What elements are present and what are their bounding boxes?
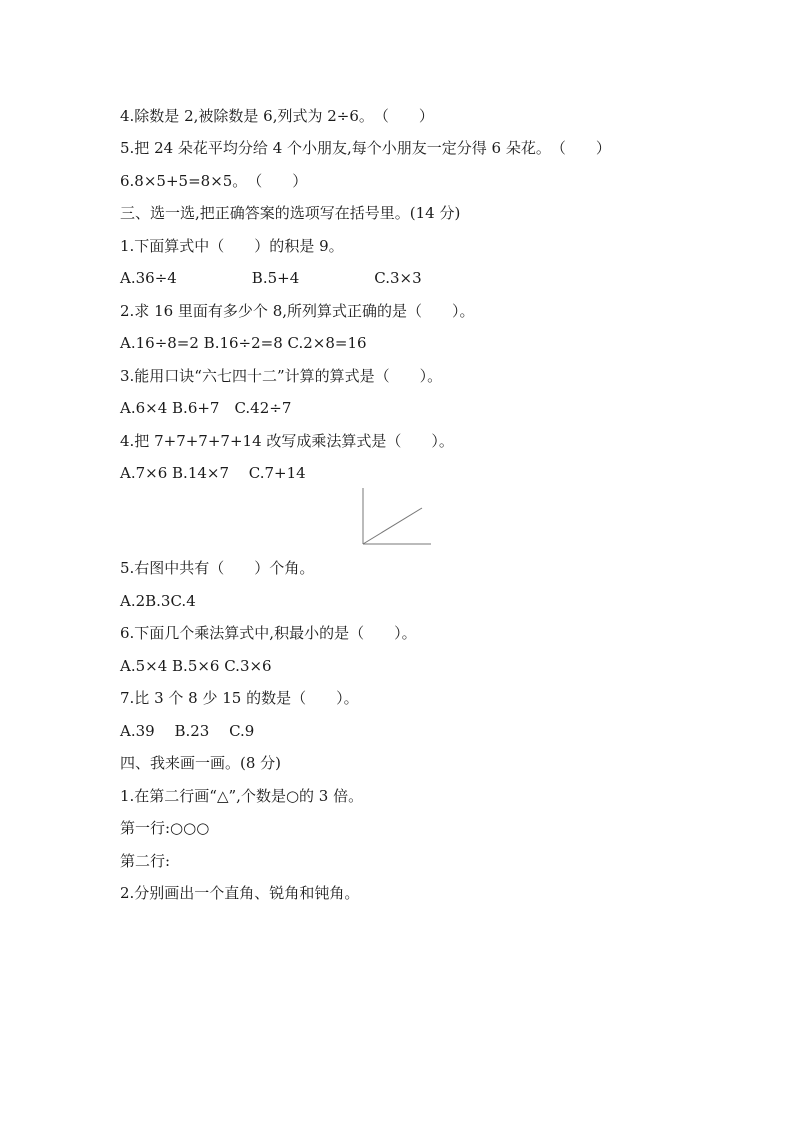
choice-question-5: 5.右图中共有（ ）个角。: [120, 559, 315, 577]
choice-options-7: A.39 B.23 C.9: [120, 722, 255, 740]
draw-question-1: 1.在第二行画“△”,个数是○的 3 倍。: [120, 787, 364, 805]
choice-options-3: A.6×4 B.6+7 C.42÷7: [120, 399, 292, 417]
section-4-heading: 四、我来画一画。(8 分): [120, 754, 282, 772]
choice-options-4: A.7×6 B.14×7 C.7+14: [120, 464, 306, 482]
choice-question-6: 6.下面几个乘法算式中,积最小的是（ ）。: [120, 624, 417, 642]
judge-question-6: 6.8×5+5=8×5。 （ ）: [120, 172, 308, 190]
angle-figure: [360, 486, 434, 548]
choice-question-3: 3.能用口诀“六七四十二”计算的算式是（ ）。: [120, 367, 443, 385]
choice-question-7: 7.比 3 个 8 少 15 的数是（ ）。: [120, 689, 359, 707]
draw-question-2: 2.分别画出一个直角、锐角和钝角。: [120, 884, 360, 902]
choice-options-5: A.2B.3C.4: [120, 592, 196, 610]
row-1-label: 第一行:○○○: [120, 819, 210, 837]
choice-question-4: 4.把 7+7+7+7+14 改写成乘法算式是（ ）。: [120, 432, 454, 450]
row-2-label: 第二行:: [120, 852, 171, 870]
judge-question-5: 5.把 24 朵花平均分给 4 个小朋友,每个小朋友一定分得 6 朵花。 （ ）: [120, 139, 611, 157]
section-3-heading: 三、选一选,把正确答案的选项写在括号里。(14 分): [120, 204, 461, 222]
choice-question-2: 2.求 16 里面有多少个 8,所列算式正确的是（ ）。: [120, 302, 475, 320]
judge-question-4: 4.除数是 2,被除数是 6,列式为 2÷6。 （ ）: [120, 107, 434, 125]
choice-options-6: A.5×4 B.5×6 C.3×6: [120, 657, 272, 675]
choice-question-1: 1.下面算式中（ ）的积是 9。: [120, 237, 344, 255]
choice-options-2: A.16÷8=2 B.16÷2=8 C.2×8=16: [120, 334, 367, 352]
choice-options-1: A.36÷4 B.5+4 C.3×3: [120, 269, 422, 287]
